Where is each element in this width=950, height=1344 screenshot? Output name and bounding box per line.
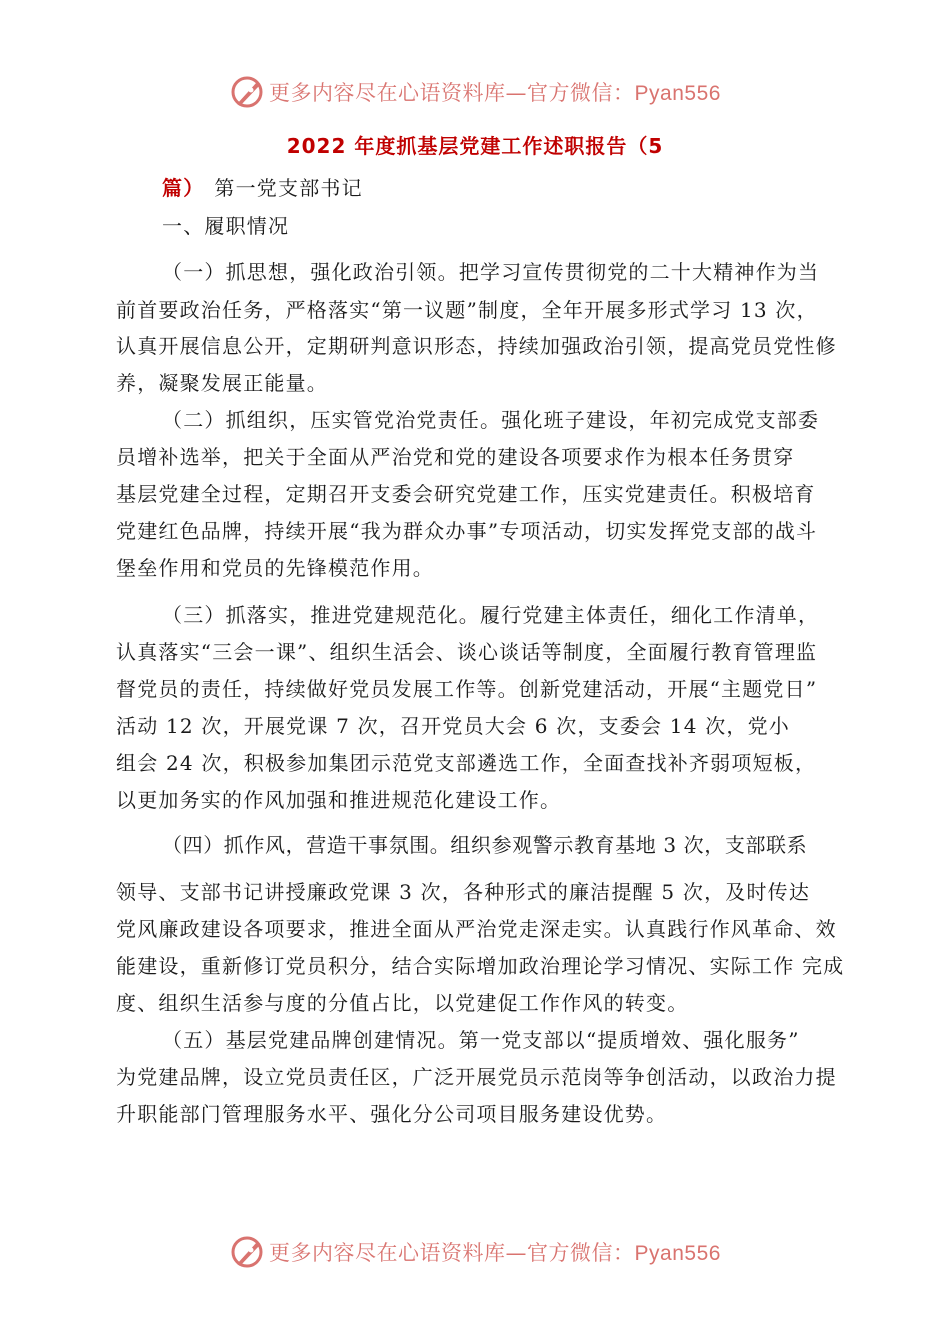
paragraph-line: 以更加务实的作风加强和推进规范化建设工作。: [116, 788, 562, 812]
wechat-id: Pyan556: [634, 82, 721, 105]
paragraph-line: 前首要政治任务，严格落实“第一议题”制度，全年开展多形式学习 13 次，: [116, 298, 818, 322]
pen-nib-circle-icon: [229, 1234, 265, 1270]
watermark-text: 更多内容尽在心语资料库—官方微信：Pyan556: [269, 81, 721, 105]
paragraph-line: 员增补选举，把关于全面从严治党和党的建设各项要求作为根本任务贯穿: [116, 445, 795, 469]
paragraph-line: 养，凝聚发展正能量。: [116, 371, 328, 395]
pen-nib-circle-icon: [229, 74, 265, 110]
wechat-id: Pyan556: [634, 1242, 721, 1265]
paragraph-line: （三）抓落实，推进党建规范化。履行党建主体责任，细化工作清单，: [162, 603, 820, 627]
paragraph-line: （一）抓思想，强化政治引领。把学习宣传贯彻党的二十大精神作为当: [162, 260, 820, 284]
paragraph-line: 党建红色品牌，持续开展“我为群众办事”专项活动，切实发挥党支部的战斗: [116, 519, 818, 543]
subtitle-pian: 篇）: [162, 176, 205, 200]
paragraph-line: 升职能部门管理服务水平、强化分公司项目服务建设优势。: [116, 1102, 668, 1126]
paragraph-line: 组会 24 次，积极参加集团示范党支部遴选工作，全面查找补齐弱项短板，: [116, 751, 817, 775]
paragraph-line: 领导、支部书记讲授廉政党课 3 次，各种形式的廉洁提醒 5 次，及时传达: [116, 880, 811, 904]
paragraph-line: 堡垒作用和党员的先锋模范作用。: [116, 556, 434, 580]
document-title: 2022 年度抓基层党建工作述职报告（5: [286, 134, 664, 158]
paragraph-line: 活动 12 次，开展党课 7 次，召开党员大会 6 次，支委会 14 次，党小: [116, 714, 791, 738]
paragraph-line: （五）基层党建品牌创建情况。第一党支部以“提质增效、强化服务”: [162, 1028, 800, 1052]
paragraph-line: 为党建品牌，设立党员责任区，广泛开展党员示范岗等争创活动，以政治力提: [116, 1065, 837, 1089]
paragraph-line: 党风廉政建设各项要求，推进全面从严治党走深走实。认真践行作风革命、效: [116, 917, 837, 941]
paragraph-line: 能建设，重新修订党员积分，结合实际增加政治理论学习情况、实际工作 完成: [116, 954, 845, 978]
paragraph-line: 认真落实“三会一课”、组织生活会、谈心谈话等制度，全面履行教育管理监: [116, 640, 818, 664]
subtitle-text: 第一党支部书记: [214, 176, 363, 200]
paragraph-line: 认真开展信息公开，定期研判意识形态，持续加强政治引领，提高党员党性修: [116, 334, 837, 358]
paragraph-line: 督党员的责任，持续做好党员发展工作等。创新党建活动，开展“主题党日”: [116, 677, 818, 701]
footer-watermark: [0, 1232, 950, 1272]
header-watermark: [0, 72, 950, 112]
paragraph-line: 度、组织生活参与度的分值占比，以党建促工作作风的转变。: [116, 991, 689, 1015]
section-heading: 一、履职情况: [162, 214, 290, 238]
paragraph-line: 基层党建全过程，定期召开支委会研究党建工作，压实党建责任。积极培育: [116, 482, 816, 506]
paragraph-line: （二）抓组织，压实管党治党责任。强化班子建设，年初完成党支部委: [162, 408, 820, 432]
subtitle-line: [162, 172, 363, 201]
paragraph-line: （四）抓作风，营造干事氛围。组织参观警示教育基地 3 次，支部联系: [162, 833, 808, 857]
watermark-text: 更多内容尽在心语资料库—官方微信：Pyan556: [269, 1241, 721, 1265]
